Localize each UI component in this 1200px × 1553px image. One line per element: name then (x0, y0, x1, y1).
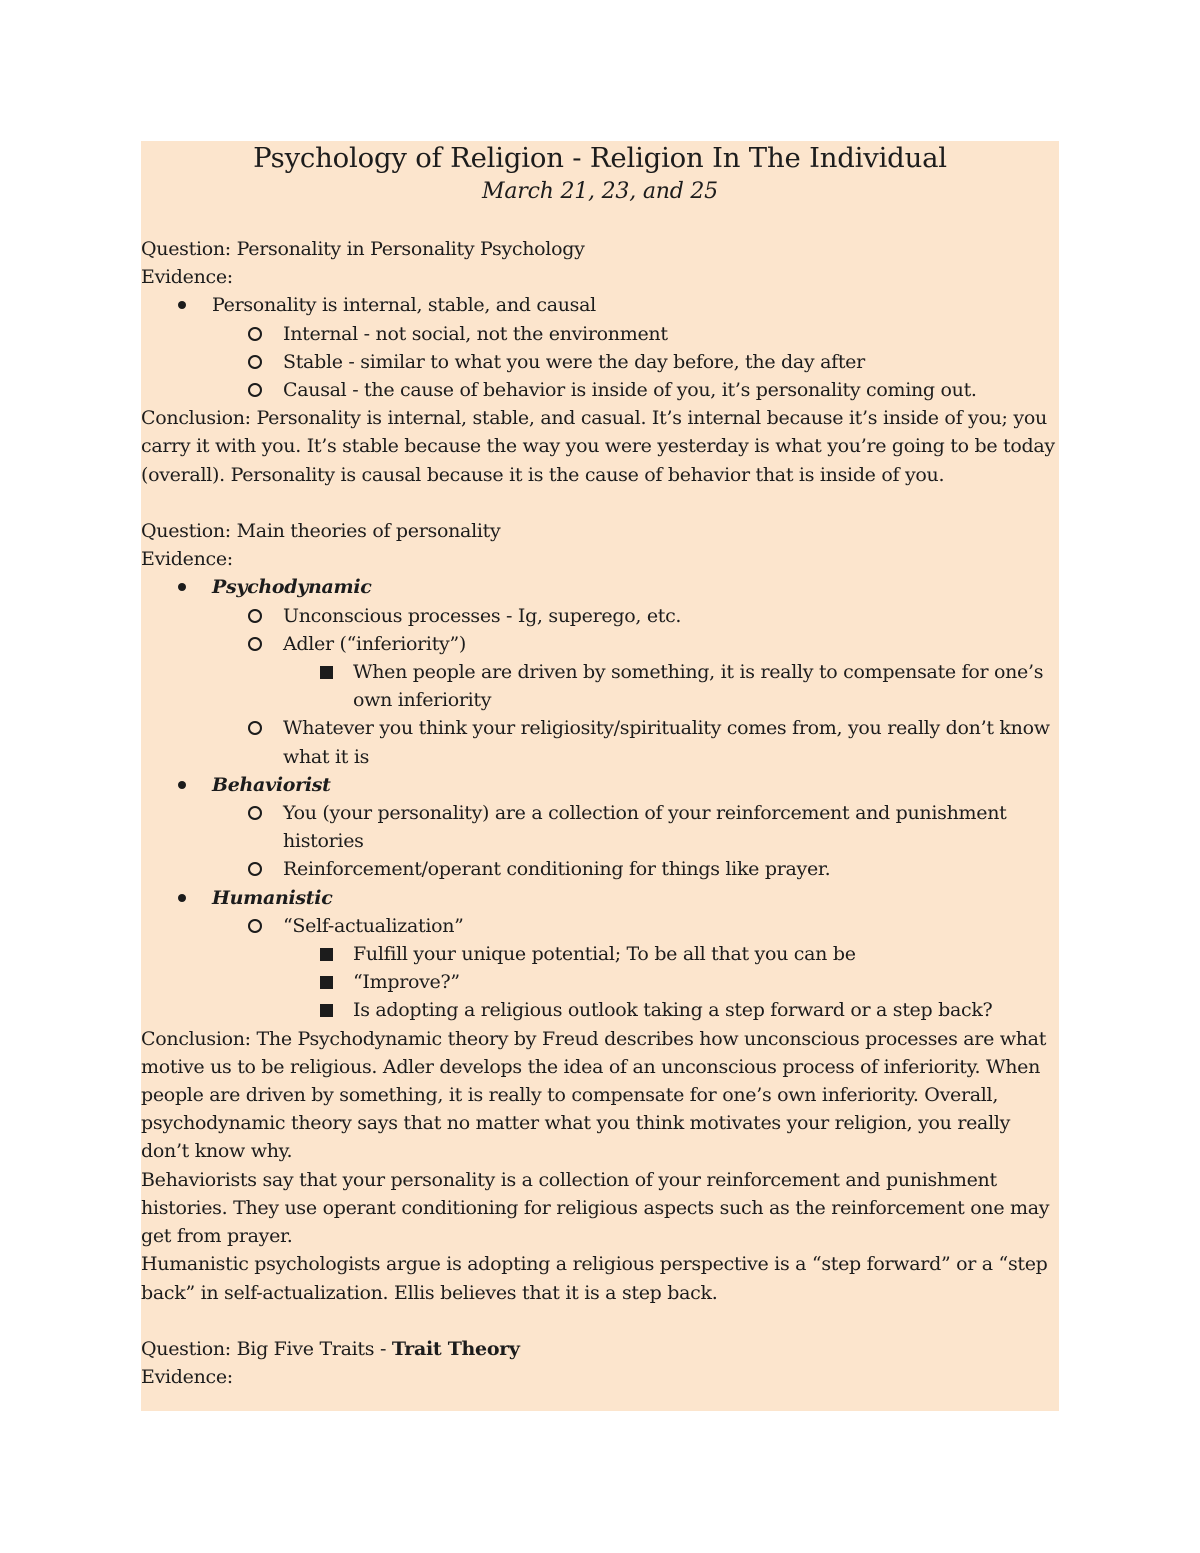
list-item-text: Adler (“inferiority”) (283, 632, 466, 655)
list-item (141, 348, 1059, 376)
list-item-text: Stable - similar to what you were the day before, the day after (283, 350, 865, 373)
list-item (141, 573, 1059, 601)
evidence-label: Evidence: (141, 1366, 233, 1389)
list-item-text: Fulfill your unique potential; To be all that you can be (353, 943, 856, 966)
square-bullet-icon (320, 666, 333, 679)
section-big-five (141, 1335, 1059, 1391)
list-item-text: When people are driven by something, it is really to compensate for one’s own inferiority (353, 661, 1044, 712)
list-item (141, 714, 1059, 770)
circle-bullet-icon (248, 806, 262, 820)
bullet-icon (178, 583, 186, 591)
circle-bullet-icon (248, 721, 262, 735)
conclusion-text: Humanistic psychologists argue is adopting a religious perspective is a “step forward” or a “step back” in self-actualization. Ellis believes that it is a step back. (141, 1253, 1048, 1304)
list-item-text: Personality is internal, stable, and causal (212, 294, 596, 317)
bullet-icon (178, 301, 186, 309)
list-item-text: “Self-actualization” (283, 914, 464, 937)
evidence-label: Evidence: (141, 266, 233, 289)
question-prefix: Question: Big Five Traits - (141, 1337, 392, 1360)
square-bullet-icon (320, 948, 333, 961)
list-item-text: You (your personality) are a collection of your reinforcement and punishment histories (283, 802, 1007, 853)
list-item (141, 940, 1059, 968)
list-item-text: Reinforcement/operant conditioning for things like prayer. (283, 858, 831, 881)
circle-bullet-icon (248, 383, 262, 397)
list-item-text: Is adopting a religious outlook taking a step forward or a step back? (353, 999, 993, 1022)
question-text: Question: Personality in Personality Psychology (141, 238, 585, 260)
bullet-icon (178, 781, 186, 789)
conclusion-text: Behaviorists say that your personality is a collection of your reinforcement and punishment histories. They use operant conditioning for religious aspects such as the reinforcement one may get from prayer. (141, 1168, 1050, 1248)
theory-label: Psychodynamic (212, 576, 372, 599)
square-bullet-icon (320, 1004, 333, 1017)
list-item (141, 855, 1059, 883)
page-subtitle: March 21, 23, and 25 (482, 179, 718, 204)
section-theories (141, 517, 1059, 1307)
theory-label: Behaviorist (212, 773, 331, 796)
question-bold: Trait Theory (391, 1337, 520, 1360)
list-item (141, 884, 1059, 912)
circle-bullet-icon (248, 919, 262, 933)
list-item (141, 996, 1059, 1024)
evidence-label: Evidence: (141, 548, 233, 571)
list-item-text: Internal - not social, not the environment (283, 322, 668, 345)
list-item (141, 912, 1059, 940)
list-item (141, 376, 1059, 404)
circle-bullet-icon (248, 609, 262, 623)
list-item-text: Whatever you think your religiosity/spirituality comes from, you really don’t know what it is (283, 717, 1050, 768)
list-item-text: “Improve?” (353, 971, 460, 994)
page-title: Psychology of Religion - Religion In The Individual (253, 142, 947, 174)
conclusion-text: Conclusion: The Psychodynamic theory by Freud describes how unconscious processes are what motive us to be religious. Adler develops the idea of an unconscious process of inferiority. When people are driven by something, it is really to compensate for one’s own inferiority. Overall, psychodynamic theory says that no matter what you think motivates your religion, you really don’t know why. (141, 1027, 1047, 1163)
circle-bullet-icon (248, 862, 262, 876)
list-item-text: Unconscious processes - Ig, superego, etc. (283, 604, 682, 627)
list-item (141, 630, 1059, 658)
document-content (141, 141, 1059, 1391)
circle-bullet-icon (248, 327, 262, 341)
theory-label: Humanistic (212, 886, 333, 909)
list-item (141, 968, 1059, 996)
list-item (141, 771, 1059, 799)
evidence-list (141, 291, 1059, 404)
spacer (141, 489, 1059, 517)
list-item (141, 658, 1059, 714)
square-bullet-icon (320, 976, 333, 989)
section-personality (141, 235, 1059, 489)
bullet-icon (178, 894, 186, 902)
question-text: Question: Main theories of personality (141, 520, 501, 543)
question-text (141, 1335, 1059, 1363)
circle-bullet-icon (248, 637, 262, 651)
list-item (141, 320, 1059, 348)
list-item (141, 291, 1059, 319)
circle-bullet-icon (248, 355, 262, 369)
spacer (141, 1307, 1059, 1335)
conclusion-text: Conclusion: Personality is internal, stable, and casual. It’s internal because it’s inside of you; you carry it with you. It’s stable because the way you were yesterday is what you’re going to be today (overall). Personality is causal because it is the cause of behavior that is inside of you. (141, 407, 1055, 486)
list-item (141, 799, 1059, 855)
evidence-list (141, 573, 1059, 1024)
list-item (141, 602, 1059, 630)
list-item-text: Causal - the cause of behavior is inside of you, it’s personality coming out. (283, 379, 977, 402)
